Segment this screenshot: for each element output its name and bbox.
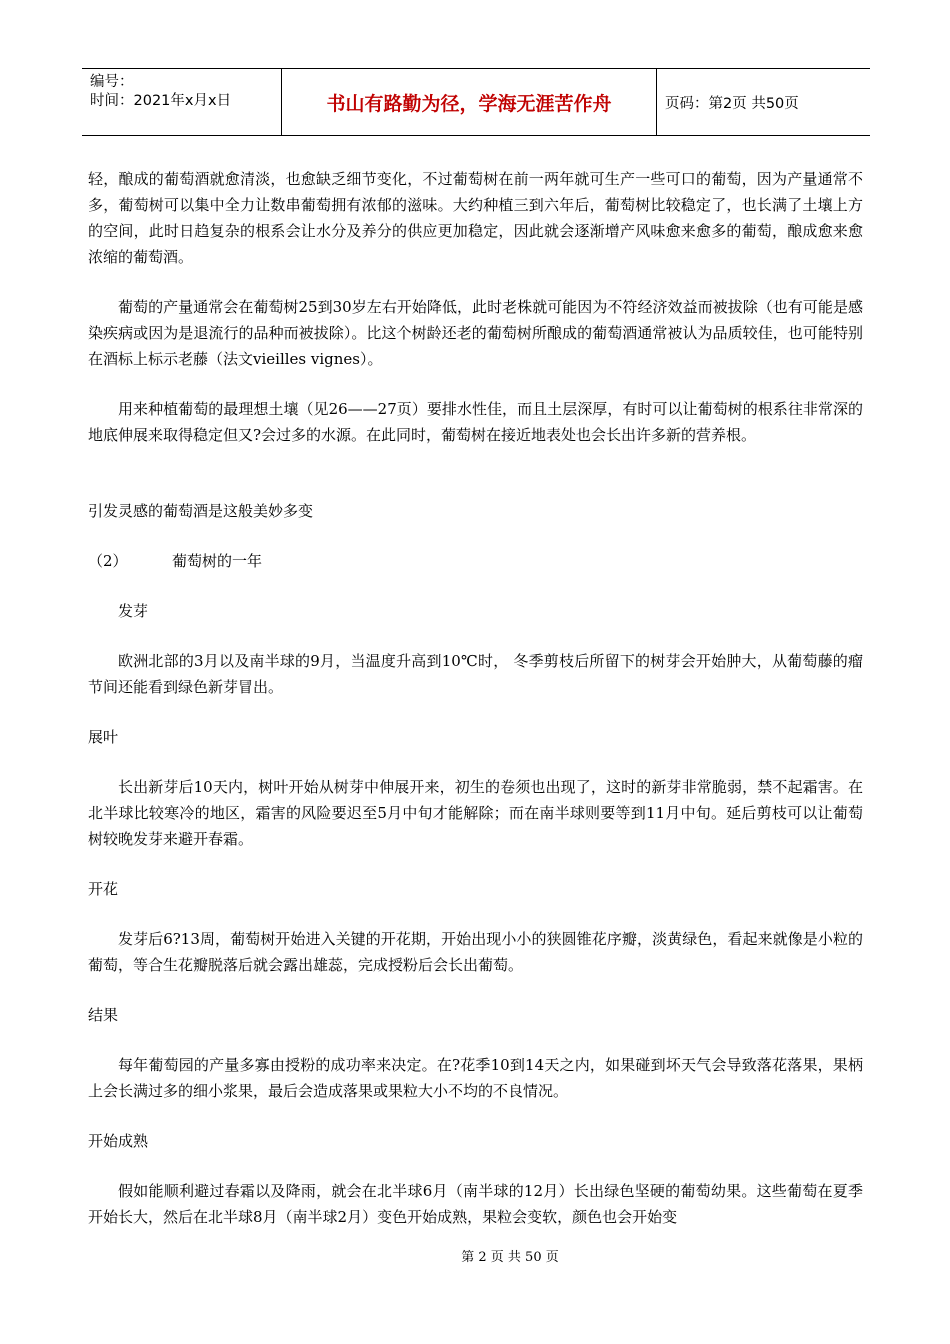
section-heading (88, 548, 863, 574)
header-motto: 书山有路勤为径，学海无涯苦作舟 (282, 69, 657, 135)
paragraph: 引发灵感的葡萄酒是这般美妙多变 (88, 502, 314, 520)
header-meta-cell (82, 69, 282, 135)
page-header (82, 68, 870, 136)
paragraph: 欧洲北部的3月以及南半球的9月，当温度升高到10℃时， 冬季剪枝后所留下的树芽会开始肿大，从葡萄藤的瘤节间还能看到绿色新芽冒出。 (88, 652, 863, 696)
document-body (88, 166, 863, 1230)
header-page-code: 页码：第2页 共50页 (665, 95, 799, 112)
subheading-fruit: 结果 (88, 1006, 119, 1024)
page-footer: 第 2 页 共 50 页 (461, 1250, 559, 1265)
subheading-leaf: 展叶 (88, 728, 119, 746)
subheading-budding: 发芽 (118, 602, 149, 620)
document-time-label: 时间：2021年x月x日 (90, 93, 232, 109)
paragraph: 发芽后6?13周，葡萄树开始进入关键的开花期，开始出现小小的狭圆锥花序瓣，淡黄绿色，看起来就像是小粒的葡萄，等合生花瓣脱落后就会露出雄蕊，完成授粉后会长出葡萄。 (88, 930, 863, 974)
section-title: 葡萄树的一年 (172, 552, 263, 570)
subheading-ripen: 开始成熟 (88, 1132, 149, 1150)
document-number-label: 编号： (90, 74, 134, 90)
paragraph: 每年葡萄园的产量多寡由授粉的成功率来决定。在?花季10到14天之内，如果碰到坏天气会导致落花落果，果柄上会长满过多的细小浆果，最后会造成落果或果粒大小不均的不良情况。 (88, 1056, 863, 1100)
paragraph: 葡萄的产量通常会在葡萄树25到30岁左右开始降低，此时老株就可能因为不符经济效益而被拔除（也有可能是感染疾病或因为是退流行的品种而被拔除）。比这个树龄还老的葡萄树所酿成的葡萄酒通常被认为品质较佳，也可能特别在酒标上标示老藤（法文vieilles vignes）。 (88, 298, 863, 368)
paragraph: 用来种植葡萄的最理想土壤（见26——27页）要排水性佳，而且土层深厚，有时可以让葡萄树的根系往非常深的地底伸展来取得稳定但又?会过多的水源。在此同时，葡萄树在接近地表处也会长出许多新的营养根。 (88, 400, 863, 444)
paragraph: 轻，酿成的葡萄酒就愈清淡，也愈缺乏细节变化，不过葡萄树在前一两年就可生产一些可口的葡萄，因为产量通常不多，葡萄树可以集中全力让数串葡萄拥有浓郁的滋味。大约种植三到六年后，葡萄树比较稳定了，也长满了土壤上方的空间，此时日趋复杂的根系会让水分及养分的供应更加稳定，因此就会逐渐增产风味愈来愈多的葡萄，酿成愈来愈浓缩的葡萄酒。 (88, 170, 863, 266)
paragraph: 长出新芽后10天内，树叶开始从树芽中伸展开来，初生的卷须也出现了，这时的新芽非常脆弱，禁不起霜害。在北半球比较寒冷的地区，霜害的风险要迟至5月中旬才能解除；而在南半球则要等到11月中旬。延后剪枝可以让葡萄树较晚发芽来避开春霜。 (88, 778, 863, 848)
subheading-flower: 开花 (88, 880, 119, 898)
section-number: （2） (88, 552, 128, 570)
paragraph: 假如能顺利避过春霜以及降雨，就会在北半球6月（南半球的12月）长出绿色坚硬的葡萄幼果。这些葡萄在夏季开始长大，然后在北半球8月（南半球2月）变色开始成熟，果粒会变软，颜色也会开始变 (88, 1182, 863, 1226)
